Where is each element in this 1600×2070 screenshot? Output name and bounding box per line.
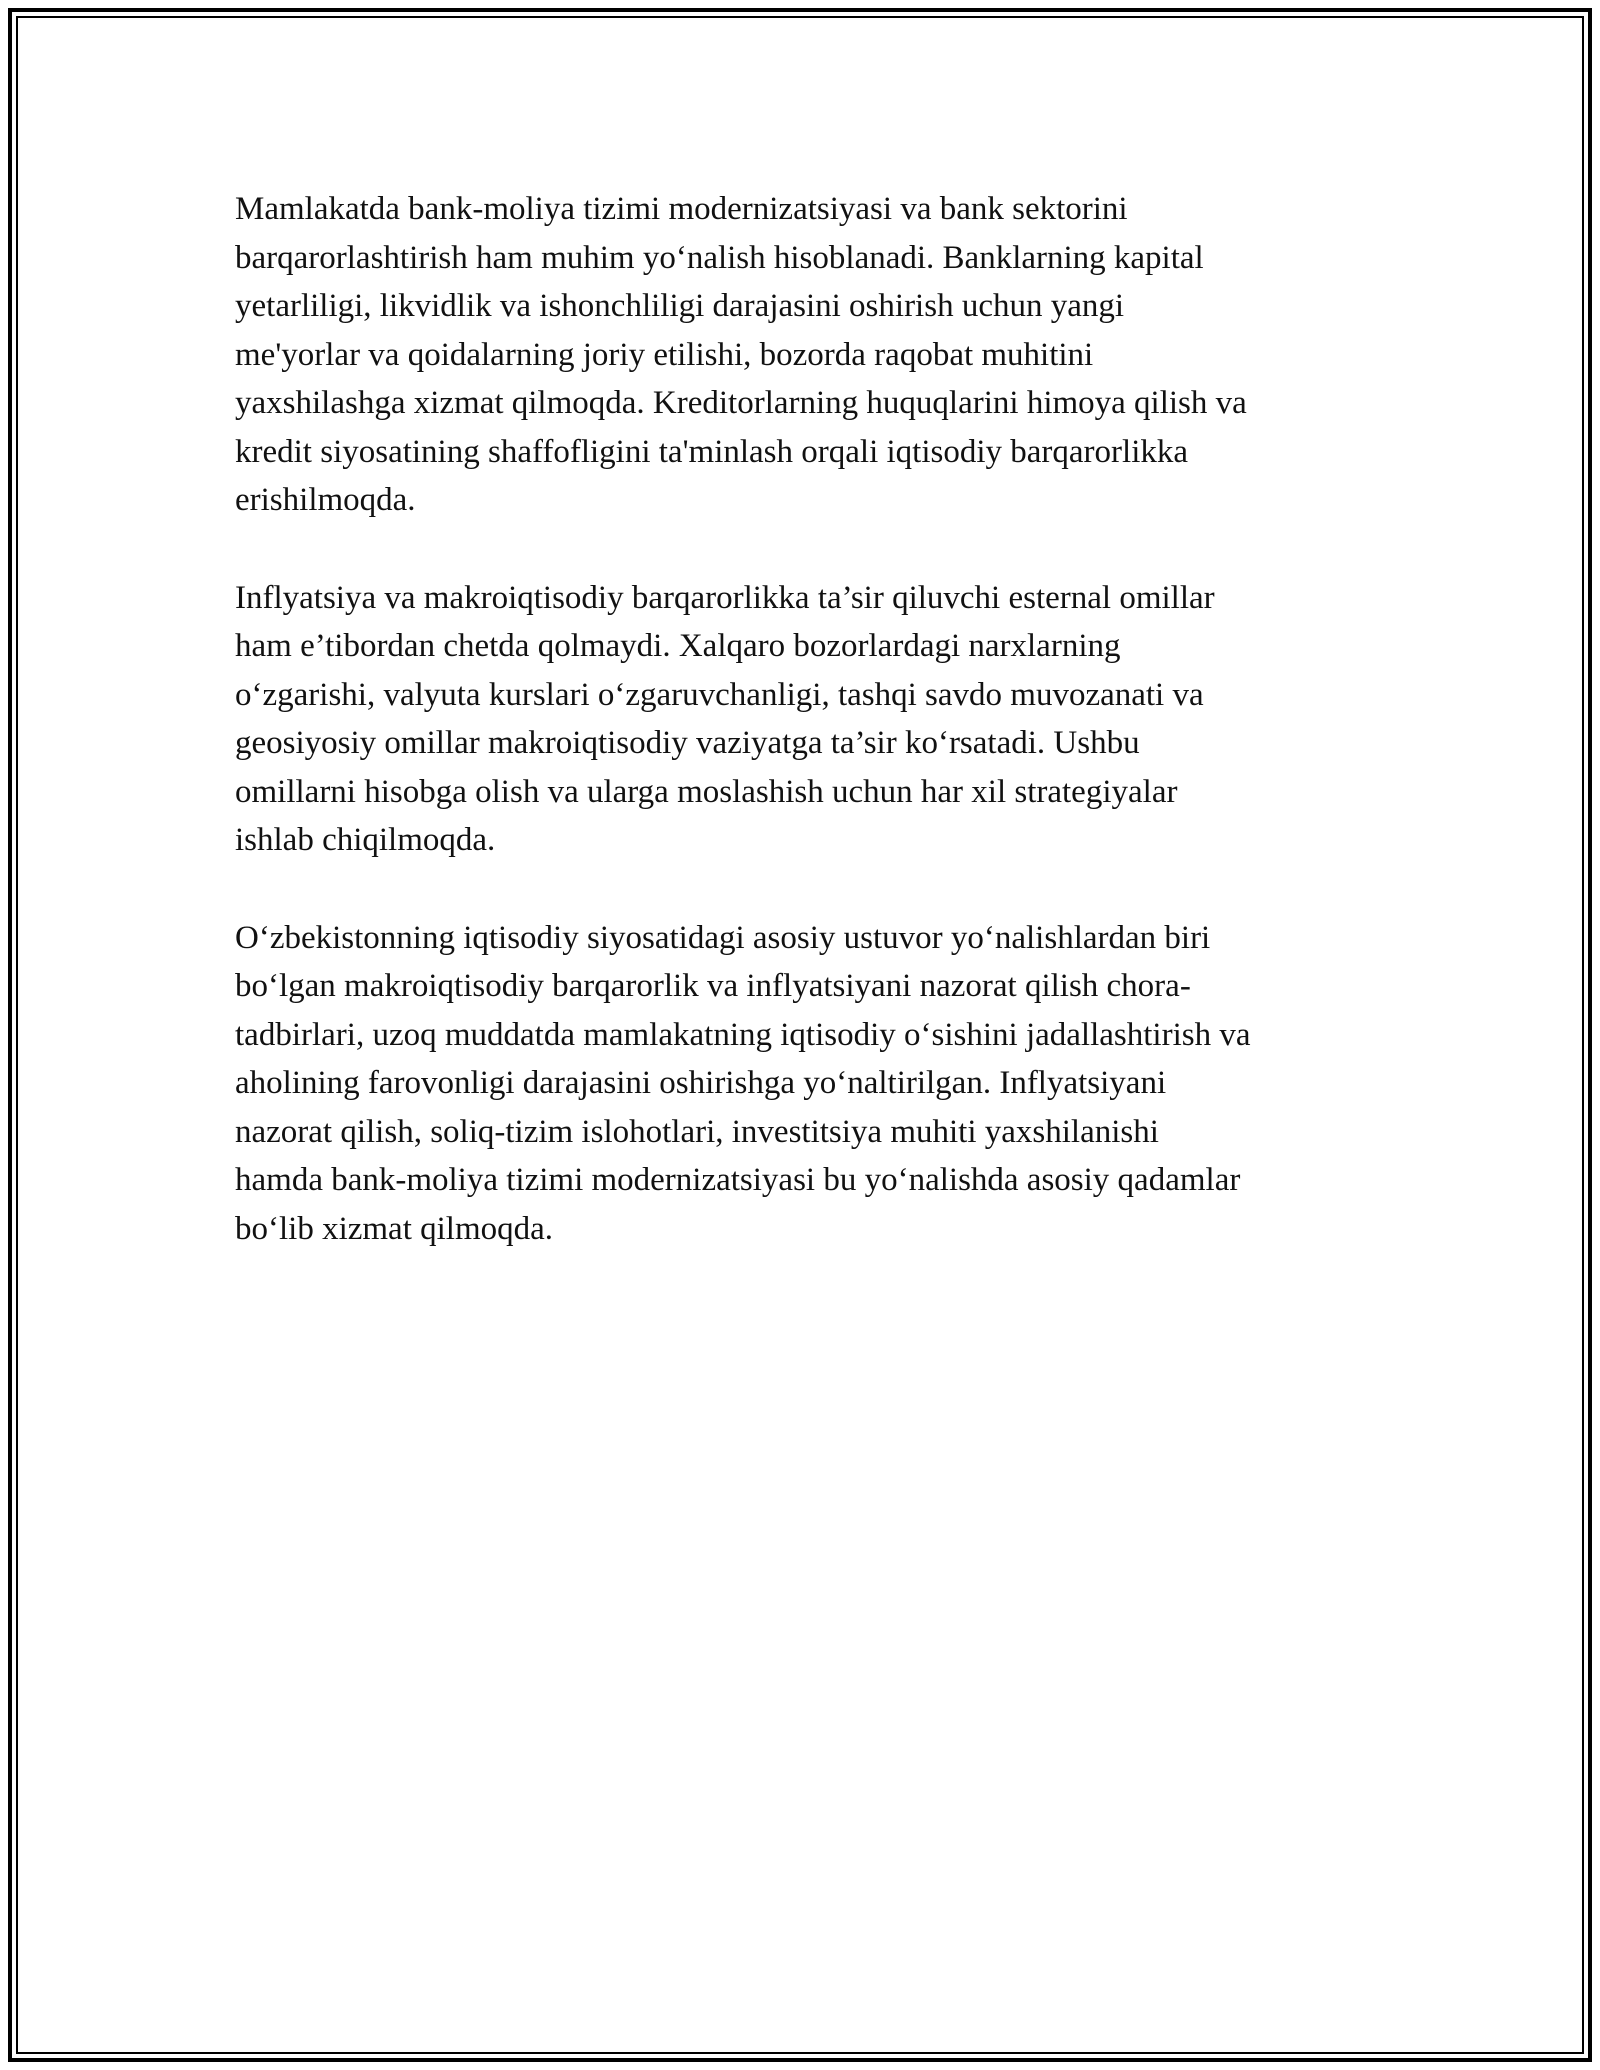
paragraph-economic-policy: O‘zbekistonning iqtisodiy siyosatidagi asosiy ustuvor yo‘nalishlardan biri bo‘lgan makroiqtisodiy barqarorlik va inflyatsiyani nazorat qilish chora- tadbirlari, uzoq muddatda mamlakatning iqtisodiy o‘sishini jadallashtirish va aholining farovonligi darajasini oshirishga yo‘naltirilgan. Inflyatsiyani nazorat qilish, soliq-tizim islohotlari, investitsiya muhiti yaxshilanishi hamda bank-moliya tizimi modernizatsiyasi bu yo‘nalishda asosiy qadamlar bo‘lib xizmat qilmoqda. xyxy=(235,919,1251,1247)
paragraph-banking-modernization: Mamlakatda bank-moliya tizimi modernizatsiyasi va bank sektorini barqarorlashtirish ham muhim yo‘nalish hisoblanadi. Banklarning kapital yetarliligi, likvidlik va ishonchliligi darajasini oshirish uchun yangi me'yorlar va qoidalarning joriy etilishi, bozorda raqobat muhitini yaxshilashga xizmat qilmoqda. Kreditorlarning huquqlarini himoya qilish va kredit siyosatining shaffofligini ta'minlash orqali iqtisodiy barqarorlikka erishilmoqda. xyxy=(235,191,1247,518)
paragraph-external-factors: Inflyatsiya va makroiqtisodiy barqarorlikka ta’sir qiluvchi esternal omillar ham e’tibordan chetda qolmaydi. Xalqaro bozorlardagi narxlarning o‘zgarishi, valyuta kurslari o‘zgaruvchanligi, tashqi savdo muvozanati va geosiyosiy omillar makroiqtisodiy vaziyatga ta’sir ko‘rsatadi. Ushbu omillarni hisobga olish va ularga moslashish uchun har xil strategiyalar ishlab chiqilmoqda. xyxy=(235,579,1215,858)
document-body xyxy=(235,185,1375,1302)
